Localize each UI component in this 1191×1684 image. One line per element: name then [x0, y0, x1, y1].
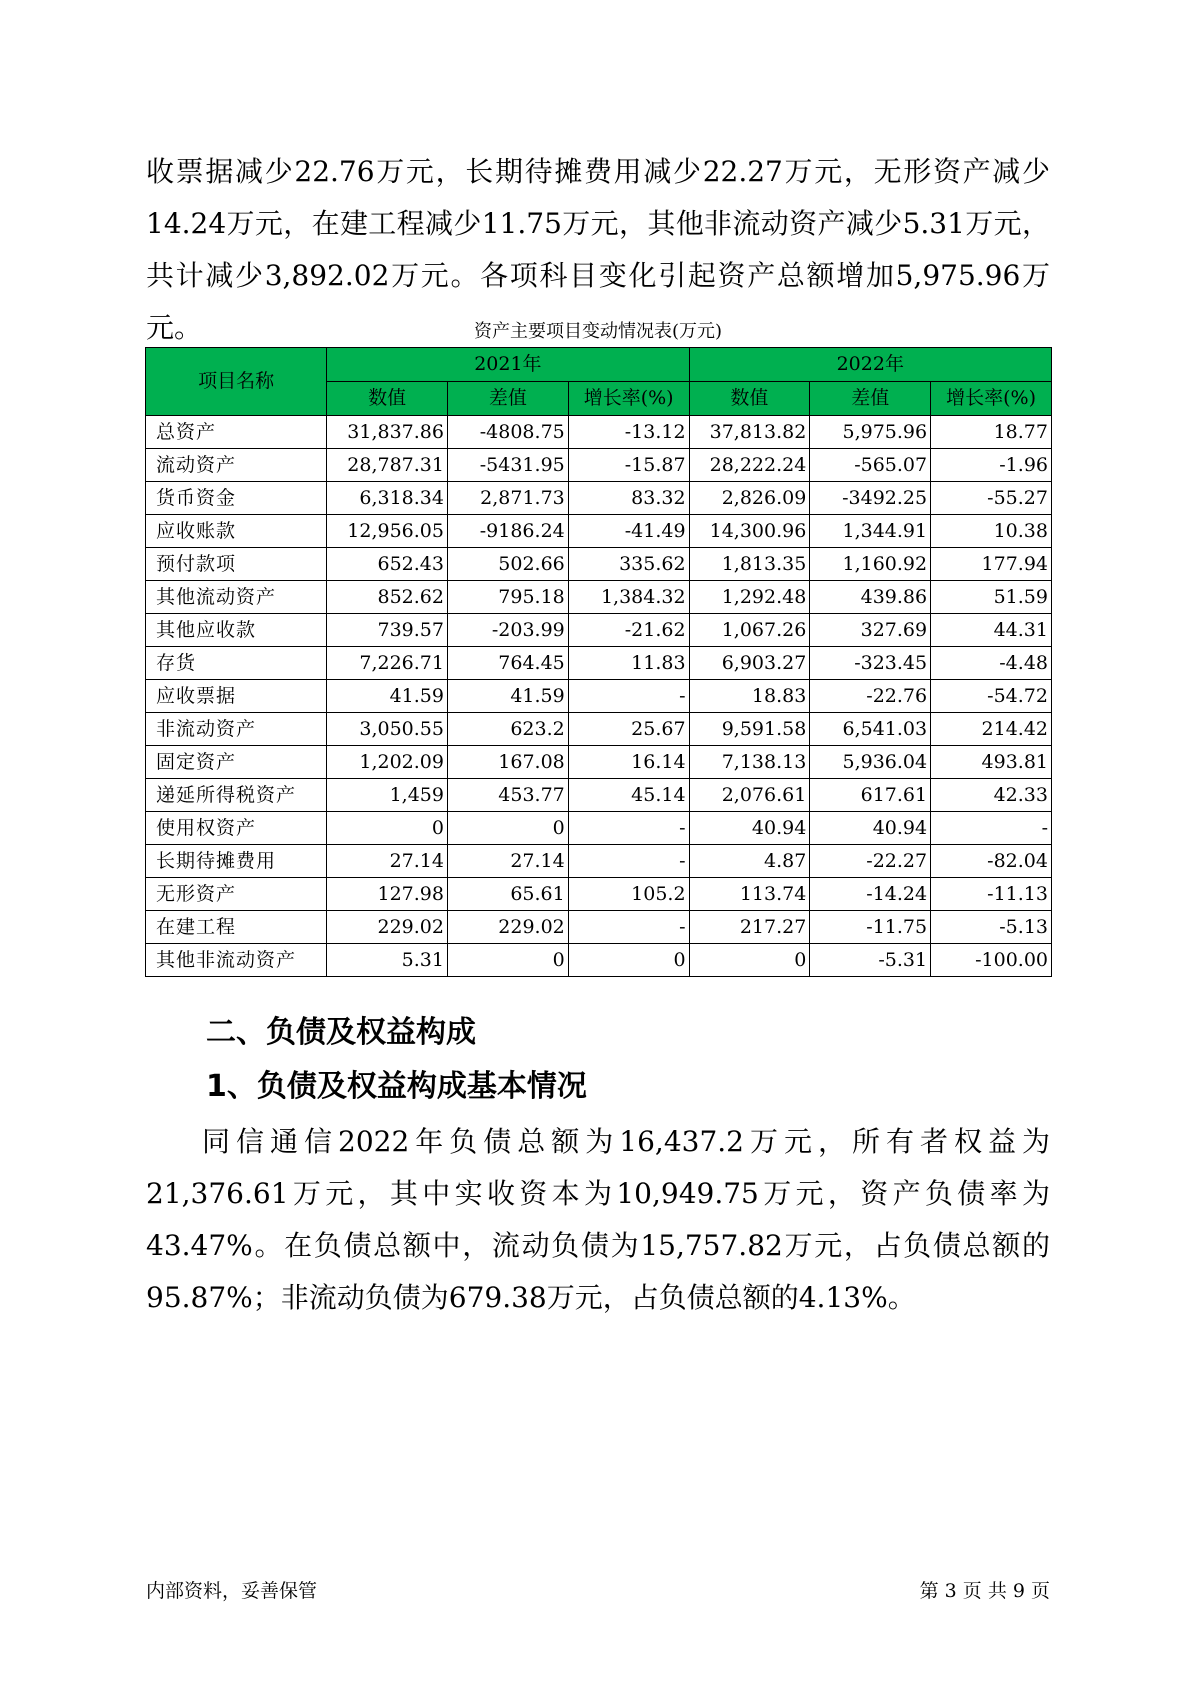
table-cell: 2,826.09 [689, 482, 810, 515]
header-growth-2022: 增长率(%) [931, 382, 1052, 416]
table-cell: 5,936.04 [810, 746, 931, 779]
table-cell: 439.86 [810, 581, 931, 614]
table-row [146, 581, 1052, 614]
row-label: 货币资金 [146, 482, 327, 515]
table-cell: 28,787.31 [327, 449, 448, 482]
table-cell: 214.42 [931, 713, 1052, 746]
table-cell: 37,813.82 [689, 416, 810, 449]
table-cell: 177.94 [931, 548, 1052, 581]
table-cell: 764.45 [447, 647, 568, 680]
table-cell: 1,160.92 [810, 548, 931, 581]
table-cell: 83.32 [568, 482, 689, 515]
table-cell: 1,202.09 [327, 746, 448, 779]
table-row [146, 548, 1052, 581]
row-label: 应收账款 [146, 515, 327, 548]
row-label: 存货 [146, 647, 327, 680]
row-label: 使用权资产 [146, 812, 327, 845]
table-cell: -203.99 [447, 614, 568, 647]
table-cell: 229.02 [327, 911, 448, 944]
table-cell: -100.00 [931, 944, 1052, 977]
table-cell: -22.76 [810, 680, 931, 713]
row-label: 其他非流动资产 [146, 944, 327, 977]
table-row [146, 614, 1052, 647]
table-cell: 41.59 [327, 680, 448, 713]
table-cell: 0 [447, 944, 568, 977]
table-cell: 14,300.96 [689, 515, 810, 548]
table-cell: 45.14 [568, 779, 689, 812]
table-cell: 5,975.96 [810, 416, 931, 449]
table-cell: -5431.95 [447, 449, 568, 482]
table-row [146, 647, 1052, 680]
row-label: 非流动资产 [146, 713, 327, 746]
table-cell: -13.12 [568, 416, 689, 449]
table-cell: 229.02 [447, 911, 568, 944]
table-cell: 42.33 [931, 779, 1052, 812]
table-cell: 217.27 [689, 911, 810, 944]
table-cell: -82.04 [931, 845, 1052, 878]
table-cell: -41.49 [568, 515, 689, 548]
table-cell: - [931, 812, 1052, 845]
table-cell: 167.08 [447, 746, 568, 779]
table-row [146, 944, 1052, 977]
table-cell: -54.72 [931, 680, 1052, 713]
row-label: 总资产 [146, 416, 327, 449]
table-cell: 617.61 [810, 779, 931, 812]
table-cell: 18.83 [689, 680, 810, 713]
table-row [146, 812, 1052, 845]
row-label: 无形资产 [146, 878, 327, 911]
table-cell: 105.2 [568, 878, 689, 911]
footer-page-number: 第 3 页 共 9 页 [919, 1580, 1050, 1602]
table-cell: 65.61 [447, 878, 568, 911]
asset-change-table [145, 347, 1052, 977]
table-body [146, 416, 1052, 977]
table-row [146, 779, 1052, 812]
table-cell: 51.59 [931, 581, 1052, 614]
table-cell: 5.31 [327, 944, 448, 977]
table-cell: 1,344.91 [810, 515, 931, 548]
table-cell: -21.62 [568, 614, 689, 647]
header-value-2021: 数值 [327, 382, 448, 416]
table-cell: -5.13 [931, 911, 1052, 944]
table-cell: -22.27 [810, 845, 931, 878]
table-cell: 795.18 [447, 581, 568, 614]
table-cell: - [568, 812, 689, 845]
table-cell: 18.77 [931, 416, 1052, 449]
table-cell: -5.31 [810, 944, 931, 977]
table-cell: 652.43 [327, 548, 448, 581]
table-cell: 10.38 [931, 515, 1052, 548]
table-cell: -3492.25 [810, 482, 931, 515]
header-value-2022: 数值 [689, 382, 810, 416]
table-cell: -1.96 [931, 449, 1052, 482]
table-cell: 127.98 [327, 878, 448, 911]
table-row [146, 746, 1052, 779]
table-cell: 1,384.32 [568, 581, 689, 614]
header-growth-2021: 增长率(%) [568, 382, 689, 416]
table-cell: 453.77 [447, 779, 568, 812]
table-cell: -11.75 [810, 911, 931, 944]
table-cell: 2,076.61 [689, 779, 810, 812]
table-cell: 40.94 [810, 812, 931, 845]
table-row [146, 515, 1052, 548]
table-cell: 6,903.27 [689, 647, 810, 680]
row-label: 长期待摊费用 [146, 845, 327, 878]
row-label: 递延所得税资产 [146, 779, 327, 812]
table-cell: 1,067.26 [689, 614, 810, 647]
table-cell: -9186.24 [447, 515, 568, 548]
table-cell: - [568, 680, 689, 713]
table-row [146, 878, 1052, 911]
table-cell: 739.57 [327, 614, 448, 647]
table-cell: 0 [447, 812, 568, 845]
table-cell: 1,292.48 [689, 581, 810, 614]
table-cell: 6,318.34 [327, 482, 448, 515]
table-cell: 493.81 [931, 746, 1052, 779]
table-row [146, 911, 1052, 944]
table-cell: 12,956.05 [327, 515, 448, 548]
table-cell: -4808.75 [447, 416, 568, 449]
table-row [146, 416, 1052, 449]
table-cell: 623.2 [447, 713, 568, 746]
section-heading: 二、负债及权益构成 [206, 1015, 476, 1050]
header-diff-2021: 差值 [447, 382, 568, 416]
table-cell: 9,591.58 [689, 713, 810, 746]
table-cell: 41.59 [447, 680, 568, 713]
header-diff-2022: 差值 [810, 382, 931, 416]
table-row [146, 845, 1052, 878]
row-label: 应收票据 [146, 680, 327, 713]
row-label: 预付款项 [146, 548, 327, 581]
subsection-heading: 1、负债及权益构成基本情况 [206, 1069, 587, 1104]
table-row [146, 449, 1052, 482]
table-cell: - [568, 911, 689, 944]
table-cell: 335.62 [568, 548, 689, 581]
table-cell: 327.69 [810, 614, 931, 647]
table-cell: 852.62 [327, 581, 448, 614]
table-cell: 502.66 [447, 548, 568, 581]
row-label: 流动资产 [146, 449, 327, 482]
table-cell: -11.13 [931, 878, 1052, 911]
table-cell: 31,837.86 [327, 416, 448, 449]
table-cell: 4.87 [689, 845, 810, 878]
table-cell: 16.14 [568, 746, 689, 779]
row-label: 其他流动资产 [146, 581, 327, 614]
header-year-2022: 2022年 [689, 348, 1051, 382]
row-label: 固定资产 [146, 746, 327, 779]
table-cell: 1,459 [327, 779, 448, 812]
table-cell: 28,222.24 [689, 449, 810, 482]
table-caption: 资产主要项目变动情况表(万元) [473, 321, 723, 342]
table-cell: 7,226.71 [327, 647, 448, 680]
table-cell: 1,813.35 [689, 548, 810, 581]
table-cell: 7,138.13 [689, 746, 810, 779]
table-cell: 40.94 [689, 812, 810, 845]
table-row [146, 680, 1052, 713]
table-row [146, 482, 1052, 515]
body-paragraph-top: 收票据减少22.76万元，长期待摊费用减少22.27万元，无形资产减少14.24万元，在建工程减少11.75万元，其他非流动资产减少5.31万元，共计减少3,892.02万元。各项科目变化引起资产总额增加5,975.96万元。 [146, 155, 1050, 344]
table-cell: 113.74 [689, 878, 810, 911]
table-cell: -55.27 [931, 482, 1052, 515]
header-year-2021: 2021年 [327, 348, 689, 382]
row-label: 在建工程 [146, 911, 327, 944]
table-cell: -323.45 [810, 647, 931, 680]
table-cell: 25.67 [568, 713, 689, 746]
table-cell: 0 [327, 812, 448, 845]
body-paragraph-bottom: 同信通信2022年负债总额为16,437.2万元，所有者权益为21,376.61万元，其中实收资本为10,949.75万元，资产负债率为43.47%。在负债总额中，流动负债为15,757.82万元，占负债总额的95.87%；非流动负债为679.38万元，占负债总额的4.13%。 [146, 1125, 1050, 1314]
table-cell: -14.24 [810, 878, 931, 911]
table-row [146, 713, 1052, 746]
table-cell: 27.14 [447, 845, 568, 878]
table-cell: -15.87 [568, 449, 689, 482]
table-cell: - [568, 845, 689, 878]
table-cell: 0 [689, 944, 810, 977]
table-cell: 6,541.03 [810, 713, 931, 746]
table-cell: 0 [568, 944, 689, 977]
table-cell: -565.07 [810, 449, 931, 482]
header-item-name: 项目名称 [146, 348, 327, 416]
table-cell: 27.14 [327, 845, 448, 878]
table-cell: -4.48 [931, 647, 1052, 680]
table-cell: 11.83 [568, 647, 689, 680]
row-label: 其他应收款 [146, 614, 327, 647]
table-cell: 3,050.55 [327, 713, 448, 746]
footer-confidential-note: 内部资料，妥善保管 [146, 1580, 318, 1602]
table-cell: 44.31 [931, 614, 1052, 647]
table-cell: 2,871.73 [447, 482, 568, 515]
